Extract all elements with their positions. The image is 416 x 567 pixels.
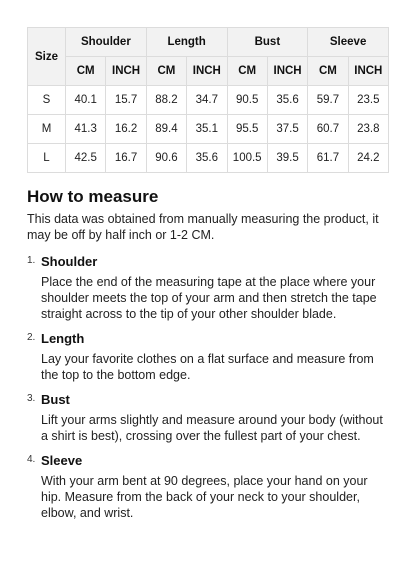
step-bust [27,390,389,444]
table-unit-row [28,57,389,86]
step-title: Sleeve [41,453,83,468]
table-cell: 95.5 [227,115,267,144]
size-cell: S [28,86,66,115]
step-number: 4. [27,454,36,465]
table-cell: 100.5 [227,144,267,173]
unit-header-cm: CM [308,57,348,86]
table-cell: 15.7 [106,86,146,115]
size-column-header: Size [28,28,66,86]
table-cell: 42.5 [66,144,106,173]
table-cell: 23.5 [348,86,388,115]
table-row [28,144,389,173]
size-cell: M [28,115,66,144]
unit-header-cm: CM [227,57,267,86]
table-cell: 34.7 [187,86,227,115]
table-header-row [28,28,389,57]
how-to-measure-intro: This data was obtained from manually measuring the product, it may be off by half inch or 1-2 CM. [27,212,379,242]
shoulder-header: Shoulder [66,28,147,57]
table-cell: 89.4 [146,115,186,144]
step-shoulder [27,252,389,322]
table-cell: 60.7 [308,115,348,144]
unit-header-cm: CM [66,57,106,86]
step-number: 3. [27,393,36,404]
unit-header-inch: INCH [106,57,146,86]
bust-header: Bust [227,28,308,57]
table-cell: 39.5 [267,144,307,173]
table-cell: 16.7 [106,144,146,173]
step-title: Shoulder [41,254,98,269]
step-title: Length [41,331,85,346]
table-row [28,86,389,115]
unit-header-cm: CM [146,57,186,86]
unit-header-inch: INCH [348,57,388,86]
table-cell: 24.2 [348,144,388,173]
table-row [28,115,389,144]
step-number: 1. [27,255,36,266]
table-cell: 35.1 [187,115,227,144]
table-cell: 88.2 [146,86,186,115]
step-description: With your arm bent at 90 degrees, place your hand on your hip. Measure from the back of your neck to your shoulder, elbow, and wrist. [41,474,368,520]
table-cell: 37.5 [267,115,307,144]
unit-header-inch: INCH [187,57,227,86]
size-cell: L [28,144,66,173]
table-cell: 40.1 [66,86,106,115]
table-cell: 35.6 [187,144,227,173]
step-number: 2. [27,332,36,343]
step-length [27,329,389,383]
measure-steps-list [27,252,389,528]
table-cell: 90.5 [227,86,267,115]
table-cell: 35.6 [267,86,307,115]
table-cell: 61.7 [308,144,348,173]
table-cell: 90.6 [146,144,186,173]
table-cell: 23.8 [348,115,388,144]
step-description: Lay your favorite clothes on a flat surface and measure from the top to the bottom edge. [41,352,374,382]
step-description: Place the end of the measuring tape at the place where your shoulder meets the top of your arm and then stretch the tape straight across to the tip of your other shoulder blade. [41,275,377,321]
table-cell: 59.7 [308,86,348,115]
unit-header-inch: INCH [267,57,307,86]
length-header: Length [146,28,227,57]
table-cell: 41.3 [66,115,106,144]
size-table [27,27,389,173]
table-cell: 16.2 [106,115,146,144]
sleeve-header: Sleeve [308,28,389,57]
step-description: Lift your arms slightly and measure around your body (without a shirt is best), crossing over the fullest part of your chest. [41,413,383,443]
how-to-measure-heading: How to measure [27,187,159,206]
step-sleeve [27,451,389,521]
step-title: Bust [41,392,70,407]
